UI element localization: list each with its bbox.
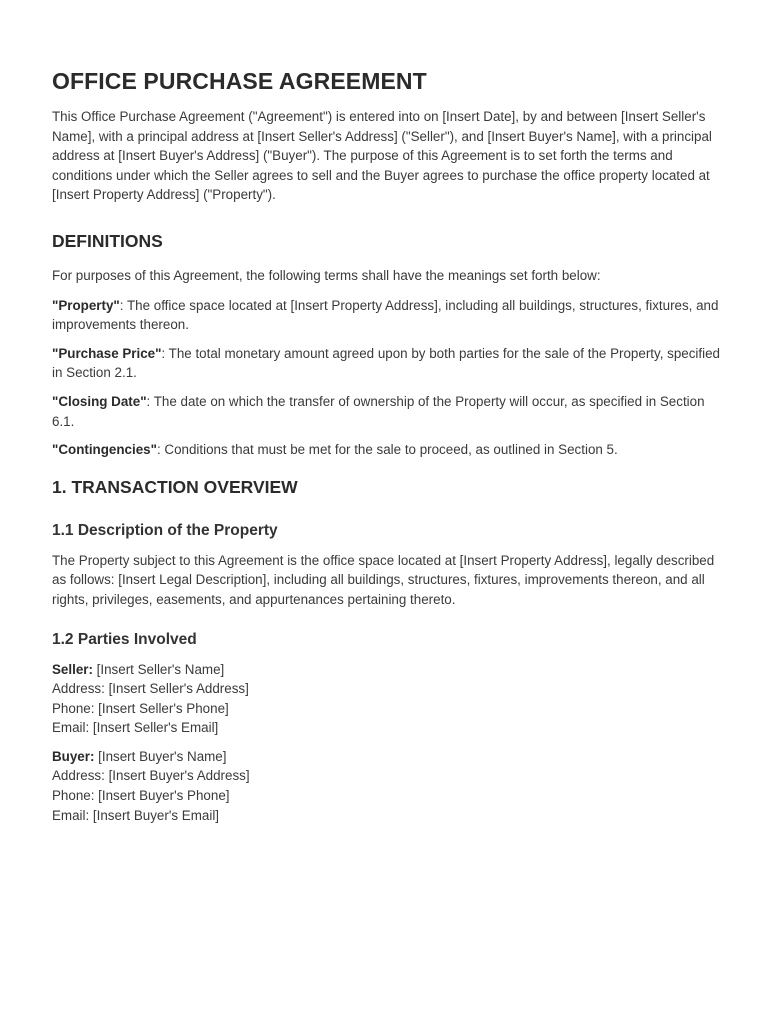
section-1-1-heading: 1.1 Description of the Property bbox=[52, 521, 278, 539]
seller-name: [Insert Seller's Name] bbox=[92, 661, 225, 677]
definition-item bbox=[52, 344, 730, 383]
buyer-name-line bbox=[52, 747, 730, 767]
definition-item bbox=[52, 440, 730, 460]
buyer-phone: Phone: [Insert Buyer's Phone] bbox=[52, 788, 230, 804]
definitions-lead: For purposes of this Agreement, the following terms shall have the meanings set forth below: bbox=[52, 267, 601, 283]
buyer-block bbox=[52, 747, 730, 825]
document-title: OFFICE PURCHASE AGREEMENT bbox=[52, 68, 427, 94]
seller-address: Address: [Insert Seller's Address] bbox=[52, 681, 249, 697]
definition-term: "Closing Date" bbox=[52, 393, 147, 409]
section-1-2-heading: 1.2 Parties Involved bbox=[52, 630, 197, 648]
definition-text: : The office space located at [Insert Property Address], including all buildings, structures, fixtures, and improvements thereon. bbox=[52, 297, 719, 333]
definition-item bbox=[52, 296, 730, 335]
seller-phone: Phone: [Insert Seller's Phone] bbox=[52, 700, 229, 716]
definition-term: "Property" bbox=[52, 297, 120, 313]
definition-text: : The date on which the transfer of ownership of the Property will occur, as specified in Section 6.1. bbox=[52, 393, 705, 429]
buyer-email: Email: [Insert Buyer's Email] bbox=[52, 807, 220, 823]
definition-term: "Purchase Price" bbox=[52, 345, 162, 361]
property-description: The Property subject to this Agreement is the office space located at [Insert Property Address], legally described as follows: [Insert Legal Description], including all buildings, structures, fixtures, improvements thereon, and all rights, privileges, easements, and appurtenances pertaining thereto. bbox=[52, 552, 715, 607]
seller-email: Email: [Insert Seller's Email] bbox=[52, 720, 219, 736]
seller-block bbox=[52, 660, 730, 738]
definition-term: "Contingencies" bbox=[52, 442, 157, 458]
seller-label: Seller: bbox=[52, 661, 93, 677]
definition-text: : The total monetary amount agreed upon by both parties for the sale of the Property, specified in Section 2.1. bbox=[52, 345, 720, 381]
seller-name-line bbox=[52, 660, 730, 680]
buyer-address: Address: [Insert Buyer's Address] bbox=[52, 768, 250, 784]
buyer-name: [Insert Buyer's Name] bbox=[94, 748, 227, 764]
definition-item bbox=[52, 392, 730, 431]
definition-text: : Conditions that must be met for the sale to proceed, as outlined in Section 5. bbox=[156, 442, 618, 458]
definitions-heading: DEFINITIONS bbox=[52, 230, 163, 251]
intro-paragraph: This Office Purchase Agreement ("Agreement") is entered into on [Insert Date], by and between [Insert Seller's Name], with a principal address at [Insert Seller's Address] ("Seller"), and [Insert Buyer's Name], with a principal address at [Insert Buyer's Address] ("Buyer"). The purpose of this Agreement is to set forth the terms and conditions under which the Seller agrees to sell and the Buyer agrees to purchase the office property located at [Insert Property Address] ("Property"). bbox=[52, 109, 712, 203]
section-1-heading: 1. TRANSACTION OVERVIEW bbox=[52, 476, 298, 497]
buyer-label: Buyer: bbox=[52, 748, 95, 764]
